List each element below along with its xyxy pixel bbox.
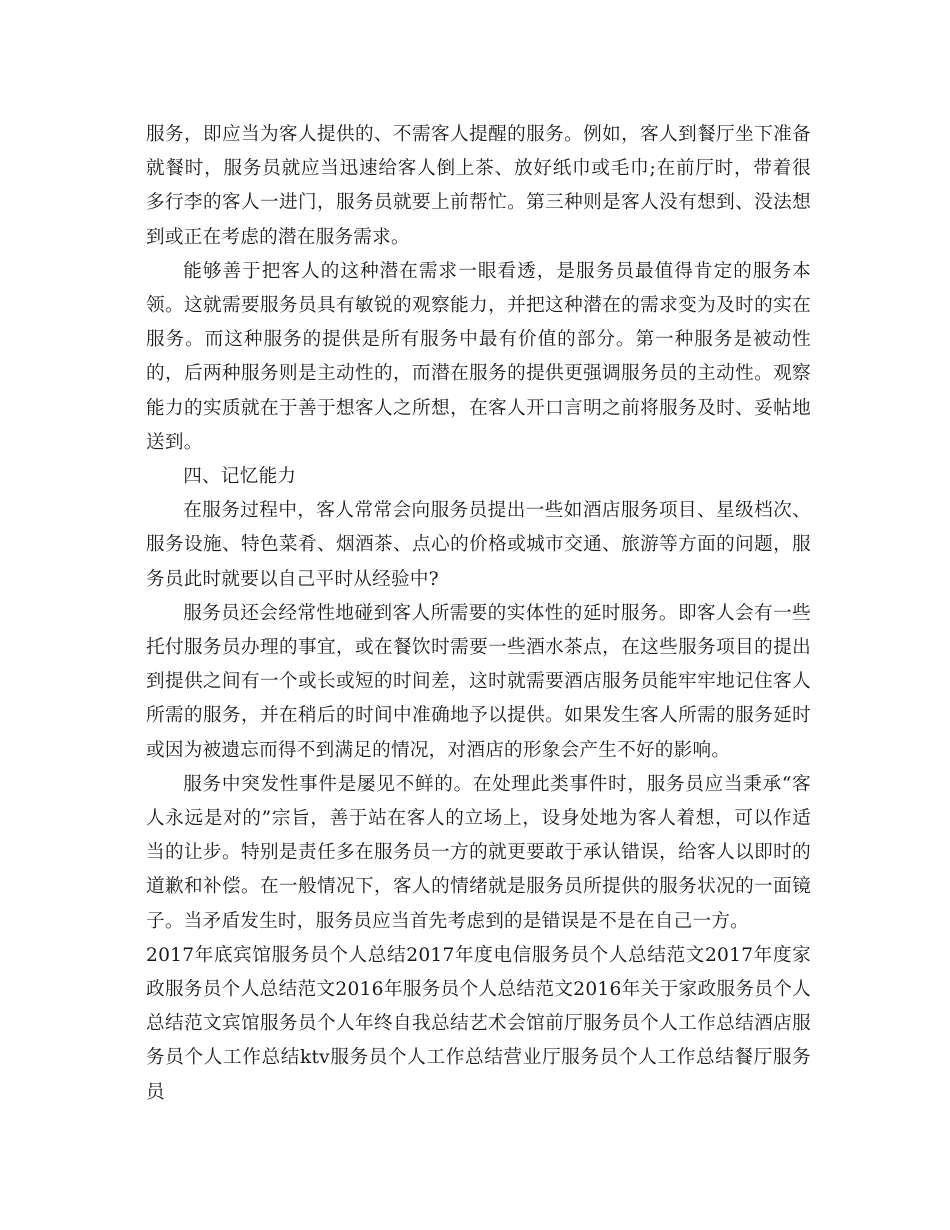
section-heading-memory-ability: 四、记忆能力 bbox=[183, 466, 297, 488]
paragraph-continuation: 服务，即应当为客人提供的、不需客人提醒的服务。例如，客人到餐厅坐下准备就餐时，服务员就应当迅速给客人倒上茶、放好纸巾或毛巾;在前厅时，带着很多行李的客人一进门，服务员就要上前帮忙。第三种则是客人没有想到、没法想到或正在考虑的潜在服务需求。 bbox=[146, 124, 811, 248]
paragraph-memory-questions: 在服务过程中，客人常常会向服务员提出一些如酒店服务项目、星级档次、服务设施、特色菜肴、烟酒茶、点心的价格或城市交通、旅游等方面的问题，服务员此时就要以自己平时从经验中? bbox=[146, 500, 811, 590]
document-body bbox=[146, 118, 811, 1110]
paragraph-emergency-handling: 服务中突发性事件是屡见不鲜的。在处理此类事件时，服务员应当秉承“客人永远是对的”宗旨，善于站在客人的立场上，设身处地为客人着想，可以作适当的让步。特别是责任多在服务员一方的就更要敢于承认错误，给客人以即时的道歉和补偿。在一般情况下，客人的情绪就是服务员所提供的服务状况的一面镜子。当矛盾发生时，服务员应当首先考虑到的是错误是不是在自己一方。 bbox=[146, 773, 811, 932]
paragraph-delayed-service: 服务员还会经常性地碰到客人所需要的实体性的延时服务。即客人会有一些托付服务员办理的事宜，或在餐饮时需要一些酒水茶点，在这些服务项目的提出到提供之间有一个或长或短的时间差，这时就需要酒店服务员能牢牢地记住客人所需的服务，并在稍后的时间中准确地予以提供。如果发生客人所需的服务延时或因为被遗忘而得不到满足的情况，对酒店的形象会产生不好的影响。 bbox=[146, 602, 811, 761]
paragraph-observation-ability: 能够善于把客人的这种潜在需求一眼看透，是服务员最值得肯定的服务本领。这就需要服务员具有敏锐的观察能力，并把这种潜在的需求变为及时的实在服务。而这种服务的提供是所有服务中最有价值的部分。第一种服务是被动性的，后两种服务则是主动性的，而潜在服务的提供更强调服务员的主动性。观察能力的实质就在于善于想客人之所想，在客人开口言明之前将服务及时、妥帖地送到。 bbox=[146, 260, 811, 453]
related-articles-list: 2017年底宾馆服务员个人总结2017年度电信服务员个人总结范文2017年度家政服务员个人总结范文2016年服务员个人总结范文2016年关于家政服务员个人总结范文宾馆服务员个人年终自我总结艺术会馆前厅服务员个人工作总结酒店服务员个人工作总结ktv服务员个人工作总结营业厅服务员个人工作总结餐厅服务员 bbox=[146, 944, 811, 1103]
